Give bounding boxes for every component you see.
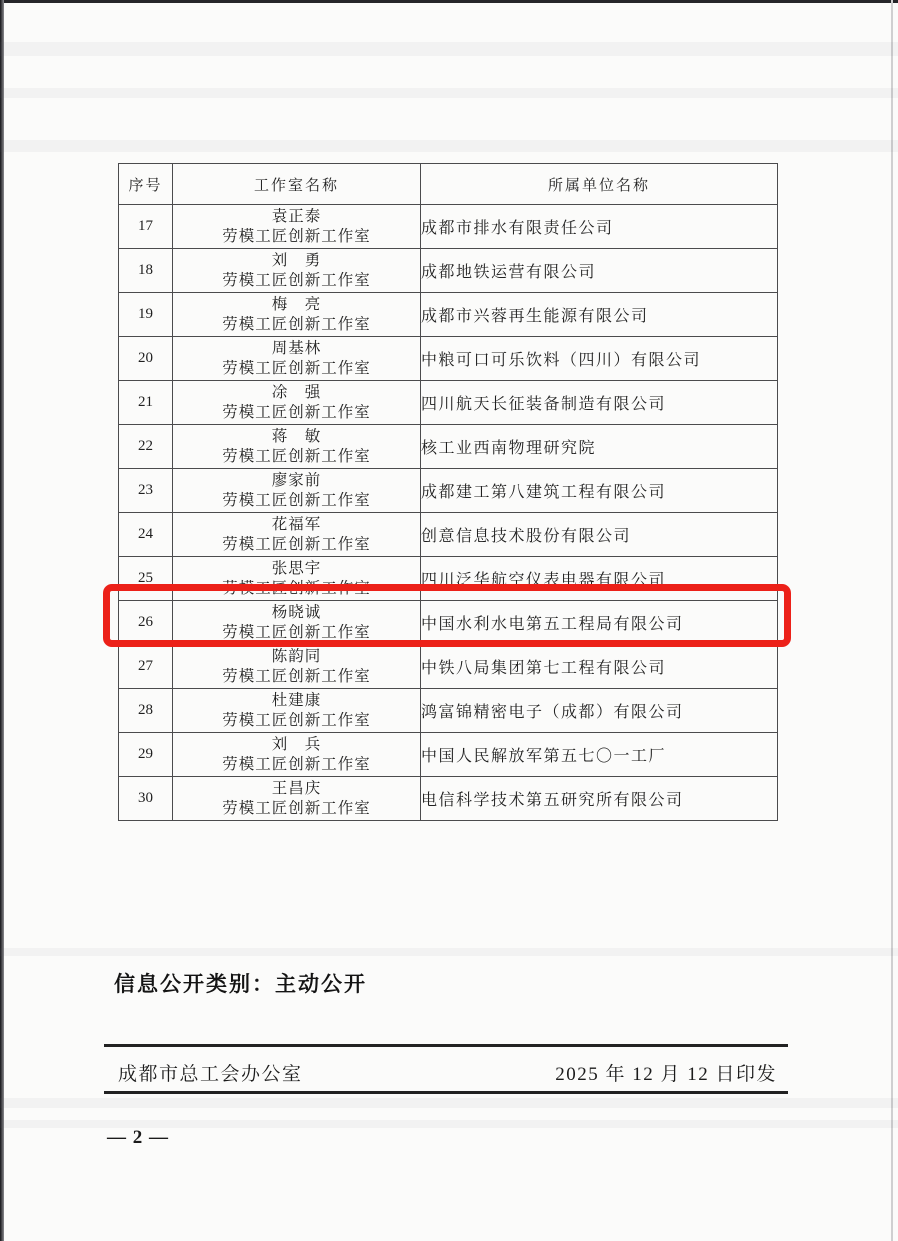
unit-name-cell: 成都市排水有限责任公司 — [421, 205, 778, 249]
workshop-name-cell — [173, 777, 421, 821]
workshop-name-cell — [173, 425, 421, 469]
scan-edge-left — [0, 0, 4, 1241]
row-number-cell: 28 — [119, 689, 173, 733]
studio-label: 劳模工匠创新工作室 — [222, 579, 371, 597]
row-number-cell: 20 — [119, 337, 173, 381]
table-row — [119, 777, 778, 821]
workshop-name-cell — [173, 513, 421, 557]
studio-label: 劳模工匠创新工作室 — [222, 667, 371, 685]
table-row — [119, 205, 778, 249]
studio-label: 劳模工匠创新工作室 — [222, 623, 371, 641]
table-row — [119, 381, 778, 425]
scan-edge-top — [0, 0, 898, 3]
table-row — [119, 337, 778, 381]
unit-name-cell: 中铁八局集团第七工程有限公司 — [421, 645, 778, 689]
row-number-cell: 24 — [119, 513, 173, 557]
page-number: — 2 — — [107, 1127, 169, 1148]
leader-name: 蒋 敏 — [271, 427, 322, 445]
studio-label: 劳模工匠创新工作室 — [222, 711, 371, 729]
leader-name: 刘 兵 — [271, 735, 322, 753]
leader-name: 梅 亮 — [271, 295, 322, 313]
table-body — [119, 205, 778, 821]
unit-name-cell: 创意信息技术股份有限公司 — [421, 513, 778, 557]
row-number-cell: 18 — [119, 249, 173, 293]
unit-name-cell: 四川航天长征装备制造有限公司 — [421, 381, 778, 425]
unit-name-cell: 四川泛华航空仪表电器有限公司 — [421, 557, 778, 601]
table-row — [119, 601, 778, 645]
row-number-cell: 23 — [119, 469, 173, 513]
unit-name-cell: 中粮可口可乐饮料（四川）有限公司 — [421, 337, 778, 381]
studio-label: 劳模工匠创新工作室 — [222, 447, 371, 465]
studio-label: 劳模工匠创新工作室 — [222, 271, 371, 289]
workshop-name-cell — [173, 601, 421, 645]
scan-streak — [0, 948, 898, 956]
leader-name: 花福军 — [271, 515, 322, 533]
workshop-name-cell — [173, 689, 421, 733]
table-row — [119, 293, 778, 337]
row-number-cell: 25 — [119, 557, 173, 601]
workshop-name-cell — [173, 733, 421, 777]
footer-date: 2025 年 12 月 12 日印发 — [555, 1064, 777, 1085]
workshop-name-cell — [173, 205, 421, 249]
disclosure-category-line: 信息公开类别：主动公开 — [114, 973, 367, 996]
studio-label: 劳模工匠创新工作室 — [222, 491, 371, 509]
leader-name: 周基林 — [271, 339, 322, 357]
table-header-row — [119, 164, 778, 205]
unit-name-cell: 中国人民解放军第五七〇一工厂 — [421, 733, 778, 777]
leader-name: 廖家前 — [271, 471, 322, 489]
row-number-cell: 19 — [119, 293, 173, 337]
leader-name: 王昌庆 — [271, 779, 322, 797]
footer-rule-bottom — [104, 1091, 788, 1094]
unit-name-cell: 成都建工第八建筑工程有限公司 — [421, 469, 778, 513]
leader-name: 陈韵同 — [271, 647, 322, 665]
workshop-roster-table — [118, 163, 778, 821]
workshop-name-cell — [173, 293, 421, 337]
row-number-cell: 21 — [119, 381, 173, 425]
unit-name-cell: 中国水利水电第五工程局有限公司 — [421, 601, 778, 645]
table-row — [119, 425, 778, 469]
workshop-name-cell — [173, 381, 421, 425]
leader-name: 杜建康 — [271, 691, 322, 709]
workshop-name-cell — [173, 645, 421, 689]
scan-streak — [0, 88, 898, 98]
row-number-cell: 22 — [119, 425, 173, 469]
studio-label: 劳模工匠创新工作室 — [222, 755, 371, 773]
leader-name: 袁正泰 — [271, 207, 322, 225]
studio-label: 劳模工匠创新工作室 — [222, 227, 371, 245]
studio-label: 劳模工匠创新工作室 — [222, 403, 371, 421]
scan-streak — [0, 140, 898, 152]
table-row — [119, 469, 778, 513]
header-cell-unit-name: 所属单位名称 — [421, 164, 778, 205]
row-number-cell: 29 — [119, 733, 173, 777]
table-row — [119, 513, 778, 557]
leader-name: 刘 勇 — [271, 251, 322, 269]
table-row — [119, 689, 778, 733]
table-row — [119, 733, 778, 777]
table-row — [119, 645, 778, 689]
workshop-name-cell — [173, 557, 421, 601]
row-number-cell: 17 — [119, 205, 173, 249]
scan-streak — [0, 1098, 898, 1108]
table-row — [119, 249, 778, 293]
studio-label: 劳模工匠创新工作室 — [222, 315, 371, 333]
header-cell-workshop-name: 工作室名称 — [173, 164, 421, 205]
leader-name: 张思宇 — [271, 559, 322, 577]
row-number-cell: 30 — [119, 777, 173, 821]
footer-rule-top — [104, 1044, 788, 1047]
header-cell-no: 序号 — [119, 164, 173, 205]
footer-row — [118, 1059, 777, 1086]
unit-name-cell: 鸿富锦精密电子（成都）有限公司 — [421, 689, 778, 733]
row-number-cell: 26 — [119, 601, 173, 645]
leader-name: 凃 强 — [271, 383, 322, 401]
studio-label: 劳模工匠创新工作室 — [222, 799, 371, 817]
studio-label: 劳模工匠创新工作室 — [222, 535, 371, 553]
footer-issuer: 成都市总工会办公室 — [118, 1064, 303, 1085]
unit-name-cell: 成都地铁运营有限公司 — [421, 249, 778, 293]
studio-label: 劳模工匠创新工作室 — [222, 359, 371, 377]
scan-streak — [0, 42, 898, 56]
unit-name-cell: 成都市兴蓉再生能源有限公司 — [421, 293, 778, 337]
scan-edge-right — [891, 0, 893, 1241]
workshop-name-cell — [173, 469, 421, 513]
table-row — [119, 557, 778, 601]
workshop-name-cell — [173, 337, 421, 381]
unit-name-cell: 核工业西南物理研究院 — [421, 425, 778, 469]
row-number-cell: 27 — [119, 645, 173, 689]
workshop-name-cell — [173, 249, 421, 293]
leader-name: 杨晓诚 — [271, 603, 322, 621]
unit-name-cell: 电信科学技术第五研究所有限公司 — [421, 777, 778, 821]
